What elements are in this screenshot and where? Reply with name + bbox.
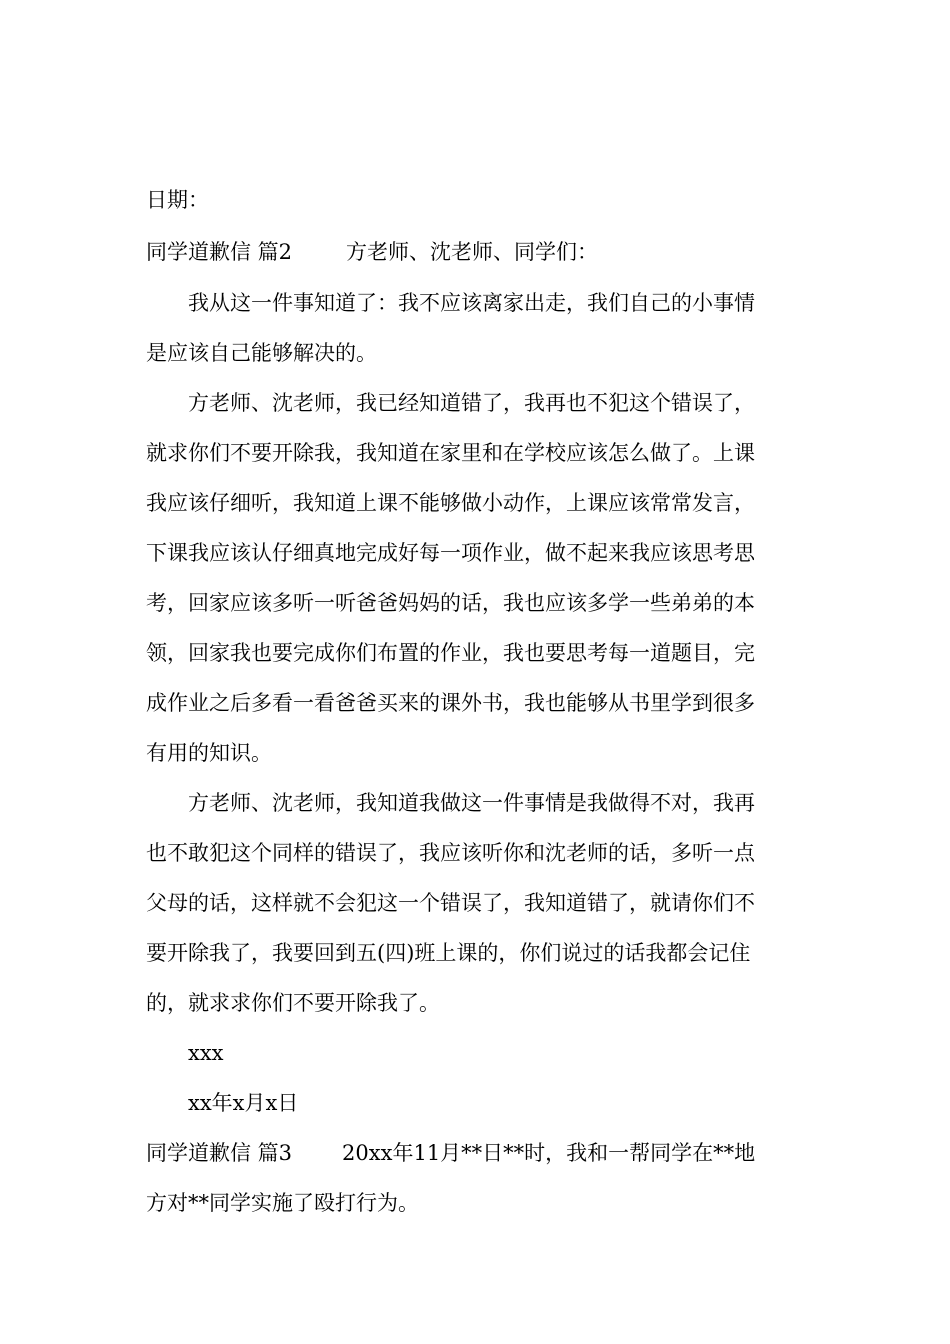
section3-first-line: 20xx年11月**日**时，我和一帮同学在**地 [342, 1141, 756, 1165]
section2-salutation: 方老师、沈老师、同学们： [346, 240, 599, 264]
paragraph-line: 有用的知识。 [146, 741, 272, 765]
paragraph-line: 下课我应该认仔细真地完成好每一项作业，做不起来我应该思考思 [146, 541, 755, 565]
paragraph-line: 父母的话，这样就不会犯这一个错误了，我知道错了，就请你们不 [146, 891, 755, 915]
section2-heading: 同学道歉信 篇2 [146, 240, 293, 264]
paragraph-line: 是应该自己能够解决的。 [146, 341, 377, 365]
paragraph-line: 方老师、沈老师，我知道我做这一件事情是我做得不对，我再 [188, 791, 755, 815]
paragraph-line: 也不敢犯这个同样的错误了，我应该听你和沈老师的话，多听一点 [146, 841, 755, 865]
section3-heading: 同学道歉信 篇3 [146, 1141, 293, 1165]
paragraph-line: 领，回家我也要完成你们布置的作业，我也要思考每一道题目，完 [146, 641, 755, 665]
signature: xxx [188, 1041, 224, 1065]
paragraph-line: 我从这一件事知道了：我不应该离家出走，我们自己的小事情 [188, 291, 755, 315]
paragraph-line: 考，回家应该多听一听爸爸妈妈的话，我也应该多学一些弟弟的本 [146, 591, 755, 615]
paragraph-line: 成作业之后多看一看爸爸买来的课外书，我也能够从书里学到很多 [146, 691, 755, 715]
paragraph-line: 要开除我了，我要回到五(四)班上课的，你们说过的话我都会记住 [146, 941, 751, 965]
section3-heading-line [146, 1139, 755, 1167]
section2-heading-line [146, 238, 598, 266]
paragraph-line: 就求你们不要开除我，我知道在家里和在学校应该怎么做了。上课 [146, 441, 755, 465]
date-label: 日期： [146, 188, 209, 212]
signature-date: xx年x月x日 [188, 1091, 299, 1115]
paragraph-line: 的，就求求你们不要开除我了。 [146, 991, 440, 1015]
paragraph-line: 我应该仔细听，我知道上课不能够做小动作，上课应该常常发言， [146, 491, 755, 515]
paragraph-line: 方老师、沈老师，我已经知道错了，我再也不犯这个错误了， [188, 391, 755, 415]
section3-second-line: 方对**同学实施了殴打行为。 [146, 1191, 419, 1215]
